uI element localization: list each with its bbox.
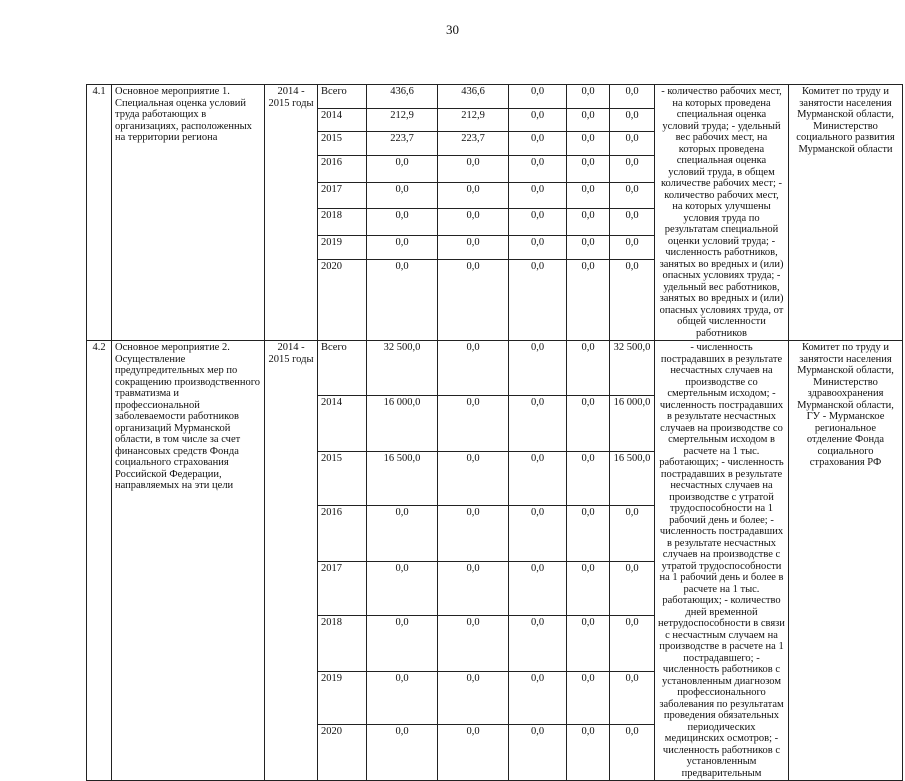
funding-value: 0,0 bbox=[610, 108, 655, 132]
year-cell: 2020 bbox=[318, 724, 367, 780]
funding-value: 436,6 bbox=[367, 85, 438, 109]
funding-value: 0,0 bbox=[367, 671, 438, 724]
table-row bbox=[87, 341, 903, 396]
year-cell: 2019 bbox=[318, 235, 367, 259]
funding-value: 0,0 bbox=[610, 182, 655, 209]
funding-value: 0,0 bbox=[509, 341, 567, 396]
funding-value: 0,0 bbox=[509, 615, 567, 671]
funding-value: 0,0 bbox=[610, 724, 655, 780]
funding-value: 16 500,0 bbox=[610, 451, 655, 506]
funding-value: 0,0 bbox=[438, 341, 509, 396]
funding-value: 212,9 bbox=[438, 108, 509, 132]
funding-value: 0,0 bbox=[509, 724, 567, 780]
funding-value: 16 500,0 bbox=[367, 451, 438, 506]
funding-value: 0,0 bbox=[438, 615, 509, 671]
funding-value: 0,0 bbox=[367, 724, 438, 780]
funding-value: 0,0 bbox=[610, 615, 655, 671]
funding-value: 0,0 bbox=[567, 235, 610, 259]
year-cell: 2018 bbox=[318, 209, 367, 236]
funding-value: 0,0 bbox=[610, 506, 655, 562]
year-cell: 2019 bbox=[318, 671, 367, 724]
funding-value: 0,0 bbox=[509, 85, 567, 109]
table-body bbox=[87, 85, 903, 781]
year-cell: Всего bbox=[318, 85, 367, 109]
funding-value: 0,0 bbox=[610, 209, 655, 236]
activity-name: Основное мероприятие 2. Осуществление предупредительных мер по сокращению производственного травматизма и профессиональной заболеваемости работников организаций Мурманской области, в том числе за счет финансовых средств Фонда социального страхования Российской Федерации, направляемых на эти цели bbox=[112, 341, 265, 781]
funding-value: 0,0 bbox=[567, 451, 610, 506]
year-cell: 2014 bbox=[318, 395, 367, 451]
funding-value: 0,0 bbox=[367, 259, 438, 340]
funding-value: 0,0 bbox=[567, 724, 610, 780]
funding-value: 0,0 bbox=[367, 235, 438, 259]
funding-value: 0,0 bbox=[567, 108, 610, 132]
year-cell: 2017 bbox=[318, 182, 367, 209]
funding-value: 0,0 bbox=[610, 671, 655, 724]
funding-value: 0,0 bbox=[367, 182, 438, 209]
funding-value: 0,0 bbox=[509, 506, 567, 562]
funding-value: 0,0 bbox=[438, 506, 509, 562]
year-cell: Всего bbox=[318, 341, 367, 396]
funding-value: 0,0 bbox=[438, 259, 509, 340]
funding-value: 0,0 bbox=[438, 671, 509, 724]
funding-value: 0,0 bbox=[567, 615, 610, 671]
funding-value: 0,0 bbox=[509, 209, 567, 236]
funding-value: 0,0 bbox=[438, 451, 509, 506]
funding-value: 0,0 bbox=[509, 235, 567, 259]
activity-number: 4.1 bbox=[87, 85, 112, 341]
funding-value: 0,0 bbox=[567, 506, 610, 562]
page-number: 30 bbox=[446, 22, 459, 37]
funding-value: 223,7 bbox=[367, 132, 438, 156]
funding-value: 223,7 bbox=[438, 132, 509, 156]
year-cell: 2015 bbox=[318, 132, 367, 156]
funding-value: 0,0 bbox=[367, 209, 438, 236]
funding-value: 0,0 bbox=[438, 182, 509, 209]
funding-value: 32 500,0 bbox=[610, 341, 655, 396]
indicators-cell: - численность пострадавших в результате несчастных случаев на производстве со смертельным исходом; - численность пострадавших в результате несчастных случаев на производстве со смертельным исходом в расчете на 1 тыс. работающих; - численность пострадавших в результате несчастных случаев на производстве с утратой трудоспособности на 1 рабочий день и более; - численность пострадавших в результате несчастных случаев на производстве с утратой трудоспособности на 1 рабочий день и более в расчете на 1 тыс. работающих; - количество дней временной нетрудоспособности в связи с несчастным случаем на производстве в расчете на 1 пострадавшего; - численность работников с установленным диагнозом профессионального заболевания по результатам проведения обязательных периодических медицинских осмотров; - численность работников с установленным предварительным bbox=[655, 341, 789, 781]
funding-value: 0,0 bbox=[509, 156, 567, 183]
funding-value: 0,0 bbox=[367, 156, 438, 183]
funding-value: 0,0 bbox=[567, 259, 610, 340]
funding-value: 0,0 bbox=[438, 156, 509, 183]
funding-value: 0,0 bbox=[367, 506, 438, 562]
activity-name: Основное мероприятие 1. Специальная оценка условий труда работающих в организациях, расположенных на территории региона bbox=[112, 85, 265, 341]
table-row bbox=[87, 85, 903, 109]
funding-value: 16 000,0 bbox=[367, 395, 438, 451]
year-cell: 2018 bbox=[318, 615, 367, 671]
year-cell: 2017 bbox=[318, 562, 367, 615]
responsible-cell: Комитет по труду и занятости населения Мурманской области, Министерство социального развития Мурманской области bbox=[789, 85, 903, 341]
funding-value: 0,0 bbox=[567, 85, 610, 109]
funding-value: 0,0 bbox=[509, 451, 567, 506]
funding-value: 0,0 bbox=[610, 85, 655, 109]
year-cell: 2016 bbox=[318, 156, 367, 183]
funding-value: 0,0 bbox=[438, 395, 509, 451]
year-cell: 2015 bbox=[318, 451, 367, 506]
funding-value: 0,0 bbox=[610, 259, 655, 340]
funding-value: 32 500,0 bbox=[367, 341, 438, 396]
activity-term: 2014 - 2015 годы bbox=[265, 85, 318, 341]
year-cell: 2020 bbox=[318, 259, 367, 340]
funding-value: 0,0 bbox=[509, 259, 567, 340]
funding-value: 0,0 bbox=[438, 562, 509, 615]
funding-value: 0,0 bbox=[610, 235, 655, 259]
funding-value: 0,0 bbox=[367, 615, 438, 671]
funding-value: 0,0 bbox=[509, 132, 567, 156]
funding-value: 0,0 bbox=[567, 209, 610, 236]
funding-value: 0,0 bbox=[509, 562, 567, 615]
year-cell: 2014 bbox=[318, 108, 367, 132]
funding-value: 0,0 bbox=[509, 182, 567, 209]
funding-value: 0,0 bbox=[438, 235, 509, 259]
funding-value: 0,0 bbox=[567, 341, 610, 396]
funding-value: 0,0 bbox=[610, 132, 655, 156]
responsible-cell: Комитет по труду и занятости населения Мурманской области, Министерство здравоохранения Мурманской области, ГУ - Мурманское региональное отделение Фонда социального страхования РФ bbox=[789, 341, 903, 781]
indicators-cell: - количество рабочих мест, на которых проведена специальная оценка условий труда; - удельный вес рабочих мест, на которых проведена специальная оценка условий труда, в общем количестве рабочих мест; - количество рабочих мест, на которых улучшены условия труда по результатам специальной оценки условий труда; - численность работников, занятых во вредных и (или) опасных условиях труда; - удельный вес работников, занятых во вредных и (или) опасных условиях труда, от общей численности работников bbox=[655, 85, 789, 341]
funding-value: 0,0 bbox=[567, 395, 610, 451]
funding-value: 436,6 bbox=[438, 85, 509, 109]
funding-value: 0,0 bbox=[509, 108, 567, 132]
funding-value: 0,0 bbox=[610, 562, 655, 615]
funding-value: 0,0 bbox=[610, 156, 655, 183]
funding-value: 0,0 bbox=[567, 562, 610, 615]
activity-term: 2014 - 2015 годы bbox=[265, 341, 318, 781]
funding-value: 16 000,0 bbox=[610, 395, 655, 451]
funding-value: 0,0 bbox=[367, 562, 438, 615]
funding-value: 0,0 bbox=[567, 182, 610, 209]
funding-value: 0,0 bbox=[567, 132, 610, 156]
funding-value: 0,0 bbox=[509, 671, 567, 724]
funding-value: 0,0 bbox=[438, 209, 509, 236]
activity-number: 4.2 bbox=[87, 341, 112, 781]
funding-value: 0,0 bbox=[567, 671, 610, 724]
funding-value: 212,9 bbox=[367, 108, 438, 132]
funding-value: 0,0 bbox=[509, 395, 567, 451]
funding-value: 0,0 bbox=[438, 724, 509, 780]
program-table bbox=[86, 84, 903, 781]
funding-value: 0,0 bbox=[567, 156, 610, 183]
year-cell: 2016 bbox=[318, 506, 367, 562]
